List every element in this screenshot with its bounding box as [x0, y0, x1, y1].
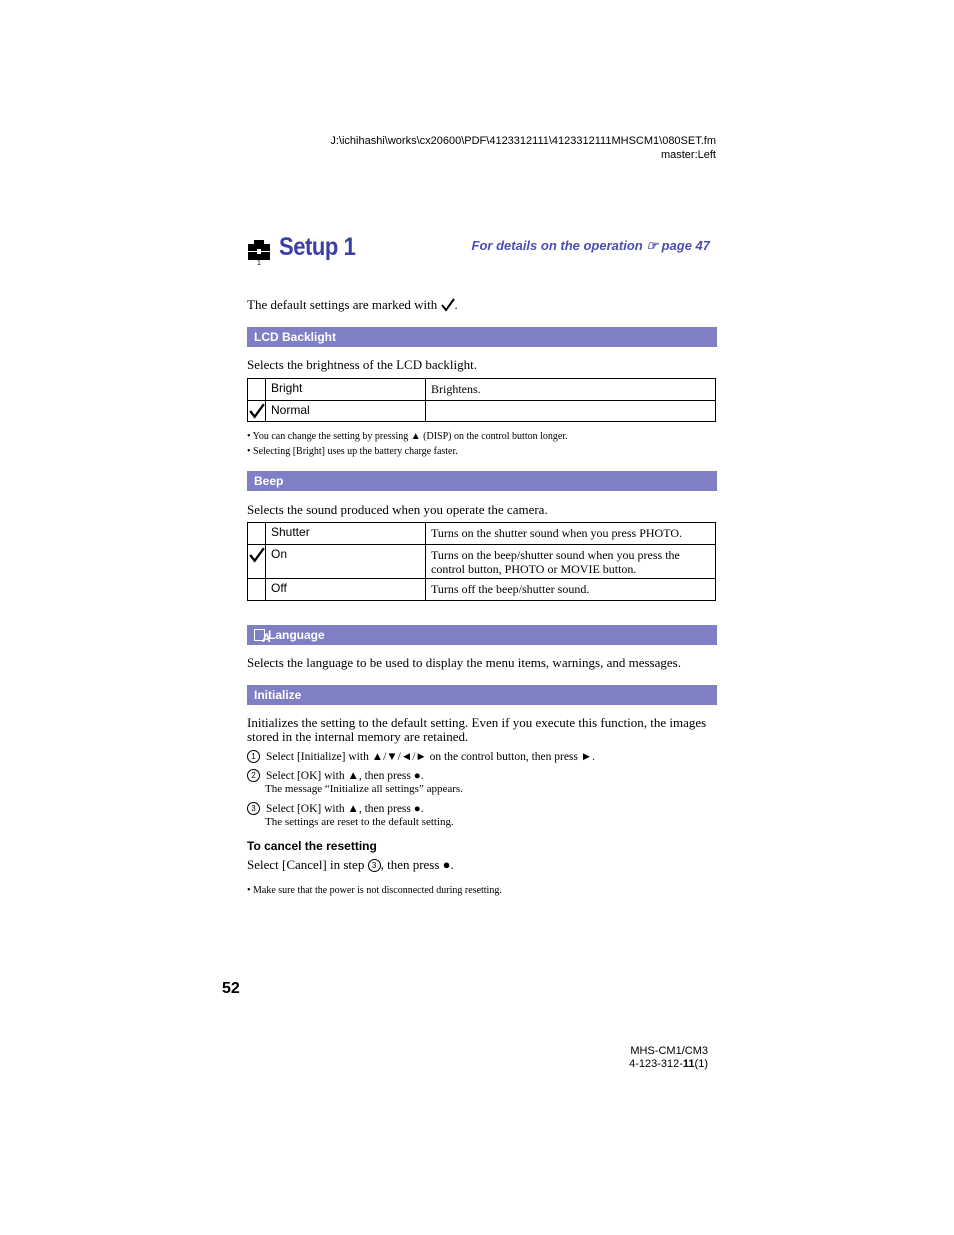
- part-code-prefix: 4-123-312-: [629, 1058, 683, 1070]
- default-cell: [248, 579, 266, 601]
- step-number: 2: [247, 769, 260, 782]
- language-intro: Selects the language to be used to display the menu items, warnings, and messages.: [247, 655, 681, 670]
- lcd-settings-table: [247, 378, 716, 422]
- list-item: [247, 769, 463, 796]
- initialize-intro-line: Initializes the setting to the default setting. Even if you execute this function, the images: [247, 715, 707, 730]
- option-name: Normal: [266, 401, 426, 422]
- checkmark-icon: [249, 403, 265, 419]
- part-code-bold: 11: [682, 1058, 695, 1070]
- setup-icon: [248, 240, 270, 266]
- initialize-intro-line: stored in the internal memory are retained.: [247, 729, 469, 744]
- initialize-intro: [247, 716, 706, 744]
- default-cell: [248, 379, 266, 401]
- step-text: Select [OK] with ▲, then press ●.: [266, 803, 424, 815]
- language-icon-letter: A: [262, 631, 271, 645]
- default-cell: [248, 523, 266, 545]
- option-desc: Turns on the beep/shutter sound when you press the control button, PHOTO or MOVIE button.: [426, 545, 716, 579]
- section-bar-lcd-backlight: [247, 327, 717, 347]
- list-item: [247, 750, 595, 764]
- page-number: 52: [222, 980, 240, 997]
- table-row: [248, 379, 716, 401]
- option-desc: Brightens.: [426, 379, 716, 401]
- default-cell: [248, 401, 266, 422]
- step-subtext: The message “Initialize all settings” appears.: [265, 783, 463, 795]
- table-row: [248, 579, 716, 601]
- step-text: Select [Initialize] with ▲/▼/◄/► on the control button, then press ►.: [266, 751, 596, 763]
- option-desc: Turns on the shutter sound when you press PHOTO.: [426, 523, 716, 545]
- note-text: Selecting [Bright] uses up the battery charge faster.: [253, 446, 458, 457]
- list-item: • You can change the setting by pressing ▲ (DISP) on the control button longer.: [247, 431, 568, 442]
- file-path-header: [330, 134, 716, 162]
- cancel-text-prefix: Select [Cancel] in step: [247, 857, 365, 872]
- section-heading: LCD Backlight: [254, 330, 337, 344]
- step-text: Select [OK] with ▲, then press ●.: [266, 770, 424, 782]
- page-title: Setup 1: [279, 233, 356, 261]
- section-bar-language: [247, 625, 717, 645]
- section-heading: Beep: [254, 474, 284, 488]
- setup-icon-number: 1: [257, 260, 261, 267]
- section-heading: Language: [268, 628, 325, 642]
- part-code: [628, 1058, 708, 1071]
- note-text: Make sure that the power is not disconnected during resetting.: [253, 885, 502, 896]
- step-number: 3: [368, 859, 381, 872]
- beep-intro: Selects the sound produced when you operate the camera.: [247, 502, 548, 517]
- part-code-suffix: (1): [694, 1058, 708, 1070]
- cancel-text-suffix: , then press ●.: [380, 857, 454, 872]
- list-item: [247, 802, 454, 829]
- default-note-text: The default settings are marked with: [247, 297, 438, 312]
- language-icon: [254, 629, 271, 645]
- option-desc: [426, 401, 716, 422]
- cancel-heading: To cancel the resetting: [247, 839, 377, 853]
- option-desc: Turns off the beep/shutter sound.: [426, 579, 716, 601]
- checkmark-icon: [249, 547, 265, 563]
- section-heading: Initialize: [254, 688, 302, 702]
- lcd-intro: Selects the brightness of the LCD backlight.: [247, 357, 477, 372]
- default-note: [247, 298, 458, 315]
- note-text: You can change the setting by pressing ▲ (DISP) on the control button longer.: [252, 431, 568, 442]
- table-row: [248, 523, 716, 545]
- step-number: 1: [247, 750, 260, 763]
- cancel-text: [247, 858, 454, 872]
- option-name: Off: [266, 579, 426, 601]
- details-link[interactable]: For details on the operation ☞ page 47: [471, 238, 710, 253]
- step-number: 3: [247, 802, 260, 815]
- default-note-period: .: [454, 297, 458, 312]
- section-bar-initialize: [247, 685, 717, 705]
- option-name: Shutter: [266, 523, 426, 545]
- checkmark-icon: [441, 298, 455, 315]
- option-name: On: [266, 545, 426, 579]
- section-bar-beep: [247, 471, 717, 491]
- model-name: MHS-CM1/CM3: [630, 1045, 708, 1057]
- list-item: • Selecting [Bright] uses up the battery charge faster.: [247, 446, 458, 457]
- beep-settings-table: [247, 522, 716, 601]
- file-path: J:\ichihashi\works\cx20600\PDF\4123312111\4123312111MHSCM1\080SET.fm: [330, 135, 716, 147]
- step-subtext: The settings are reset to the default setting.: [265, 816, 454, 828]
- footer-model-info: [628, 1045, 708, 1071]
- table-row: [248, 545, 716, 579]
- list-item: • Make sure that the power is not disconnected during resetting.: [247, 885, 502, 896]
- option-name: Bright: [266, 379, 426, 401]
- default-cell: [248, 545, 266, 579]
- table-row: [248, 401, 716, 422]
- master-label: master:Left: [660, 149, 716, 161]
